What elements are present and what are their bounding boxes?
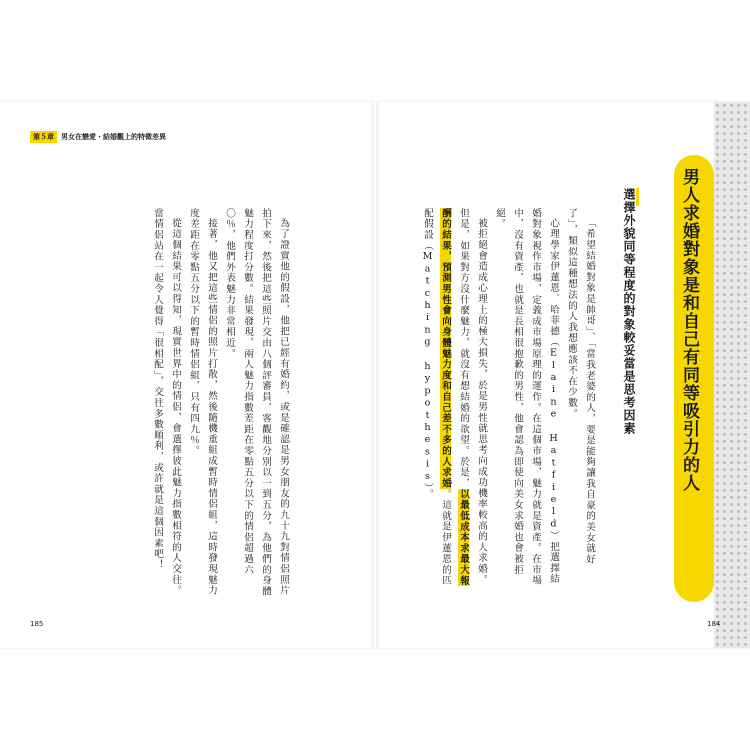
chapter-badge: 第５章 [30,131,57,143]
page-number-right: 184 [707,620,721,628]
left-paragraph-1: 為了證實他的假設，他把已經有婚約，或是確認是男女朋友的九十九對情侶照片拍下來，然後把這些照片交由八個評審員，客觀地分別以一到五分，為他們的身體魅力程度打分數。結果發現，兩人魅力指數差距在零點五分以下的情侶超過六〇％，他們外表魅力非常相近。 [224,208,289,597]
right-page-text [418,208,598,588]
right-paragraph-3 [418,208,490,588]
right-paragraph-1: 「希望結婚對象是帥哥」、「當我老婆的人，要是能夠讓我自豪的美女就好了」，類似這種想法的人我想應該不在少數。 [566,208,595,565]
left-paragraph-3: 從這個結果可以得知，現實世界中的情侶，會選擇彼此魅力指數相符的人交往。當情侶站在一起令人覺得「很相配」，交往多數順利，或許就是這個因素吧！ [152,208,181,596]
dotted-edge-pattern [714,102,750,648]
left-paragraph-2: 接著，他又把這些情侶的照片打散，然後隨機重組成暫時情侶組，這時發現魅力度差距在零點五分以下的暫時情侶組，只有四九％。 [188,208,217,596]
chapter-title: 男女在戀愛・結婚觀上的特徵差異 [61,133,166,141]
page-gutter [372,102,378,648]
page-number-left: 185 [30,620,44,628]
section-title: 男人求婚對象是和自己有同等吸引力的人 [679,168,699,492]
running-header [30,131,166,143]
right-paragraph-3-start: 被拒絕會造成心理上的極大損失，於是男性就思考向成功機率較高的人求婚。但是，如果對方沒什麼魅力，就沒有想結婚的欲望。於是， [458,208,487,585]
right-paragraph-2: 心理學家伊蓮恩．哈菲德（Elaine Hatfield）把選擇結婚對象視作市場，定義成市場原理的運作。在這個市場，魅力就是資產。在市場中，沒有資產，也就是長相很抱歉的男性，他會認為即使向美女求婚也會被拒絕。 [494,208,559,586]
highlighted-conclusion: 以最低成本求最大報酬的結果，預測男性會向身體魅力度和自己差不多的人求婚 [440,208,469,587]
right-paragraph-3-end: 。這就是伊蓮恩的匹配假設（Matching hypothesis）。 [422,208,451,587]
left-page-text [148,208,292,600]
section-subtitle: 選擇外貌同等程度的對象較妥當是思考因素 [622,188,636,435]
